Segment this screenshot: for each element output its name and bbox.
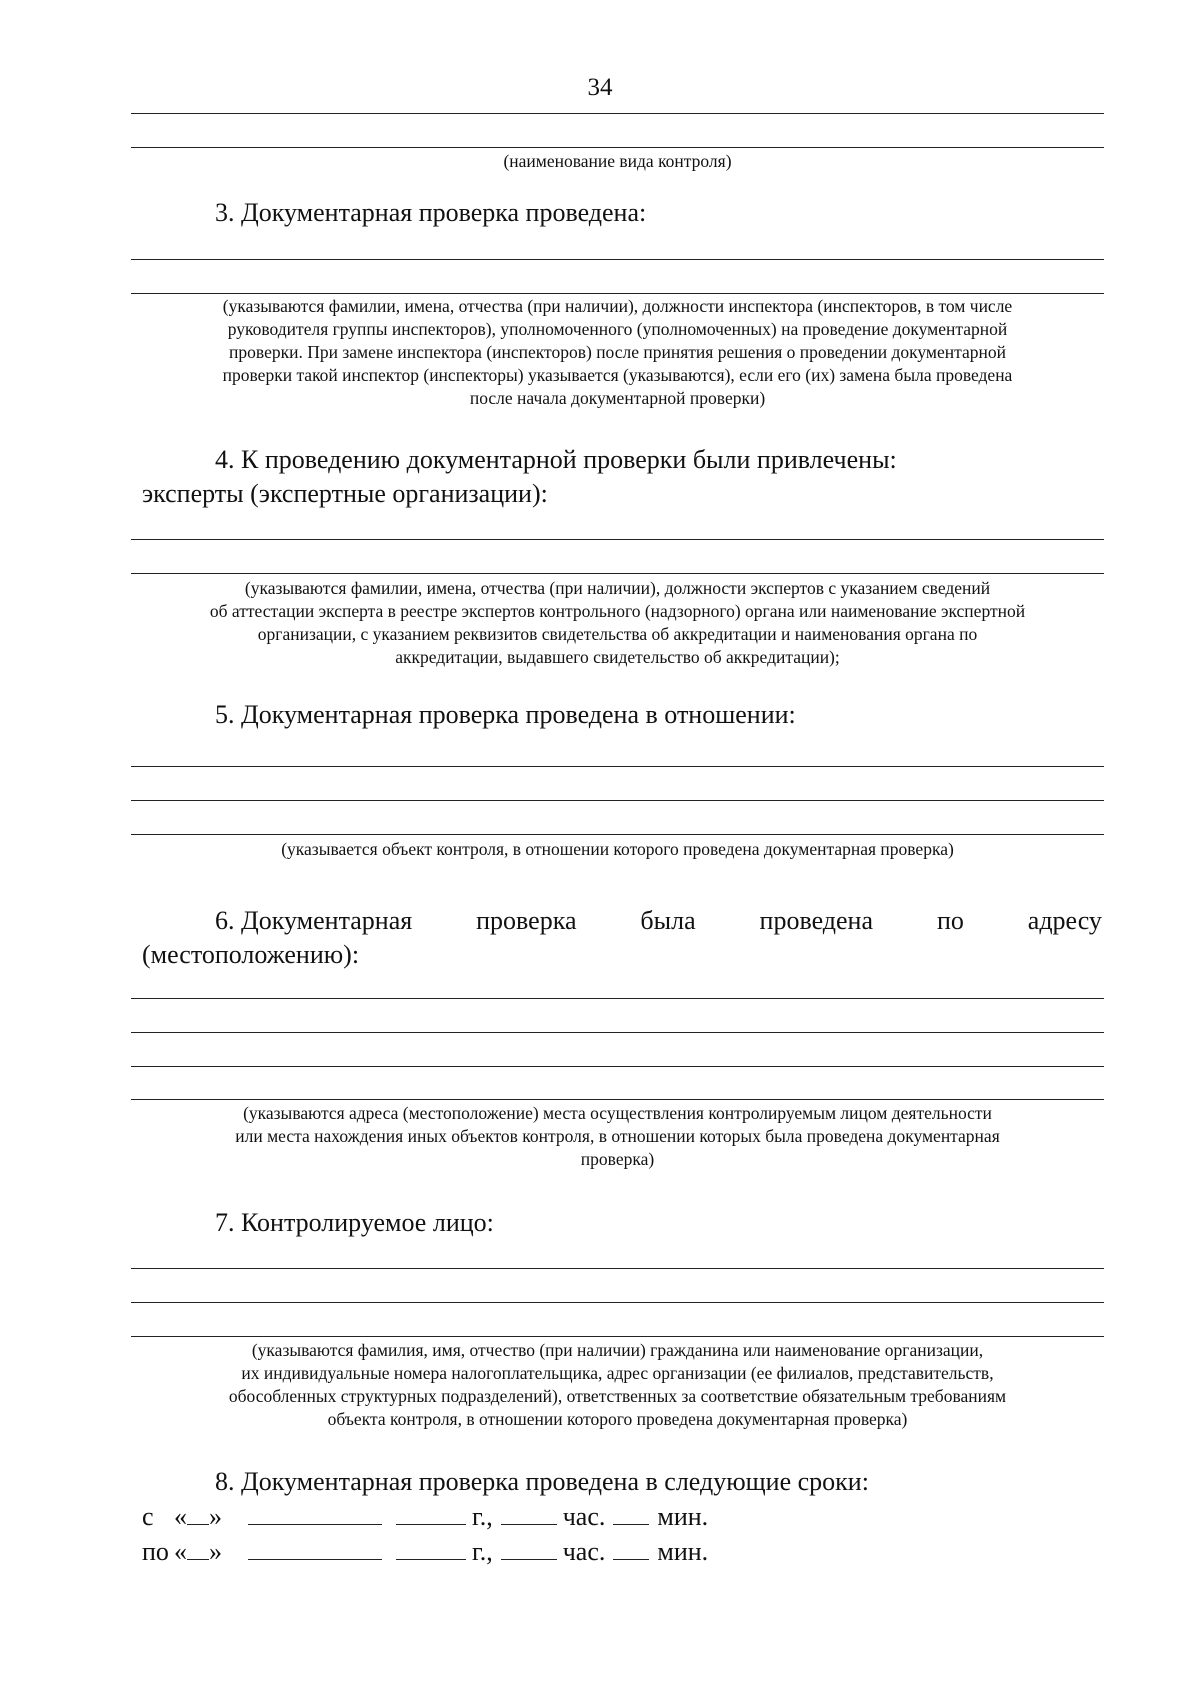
month-field[interactable] [248,1502,382,1525]
quote-open: « [174,1537,187,1566]
fill-line [131,766,1104,767]
caption-line: аккредитации, выдавшего свидетельство об аккредитации); [395,647,840,667]
caption-line: (указываются адреса (местоположение) места осуществления контролируемым лицом деятельности [243,1103,992,1123]
fill-line [131,573,1104,574]
section-5-caption: (указывается объект контроля, в отношении которого проведена документарная проверка) [281,839,954,859]
fill-line [131,147,1104,148]
hour-field[interactable] [501,1537,557,1560]
heading-word: была [640,906,696,935]
fill-line [131,113,1104,114]
quote-close: » [209,1537,222,1566]
hour-label: час. [562,1502,606,1531]
caption-line: объекта контроля, в отношении которого проведена документарная проверка) [327,1409,908,1429]
year-suffix: г., [472,1537,493,1566]
heading-word: 6. Документарная [215,906,413,935]
section-6-heading [142,904,1102,972]
section-5-heading: 5. Документарная проверка проведена в отношении: [215,700,796,729]
caption-line: (указываются фамилии, имена, отчества (при наличии), должности инспектора (инспекторов, в том числе [222,296,1013,316]
caption-line: их индивидуальные номера налогоплательщика, адрес организации (ее филиалов, представительств, [241,1363,994,1383]
hour-field[interactable] [501,1502,557,1525]
fill-line [131,1268,1104,1269]
section-7-caption [131,1339,1104,1431]
quote-close: » [209,1502,222,1531]
section-6-subheading: (местоположению): [142,940,360,969]
section-7-heading: 7. Контролируемое лицо: [215,1208,494,1237]
caption-line: или места нахождения иных объектов контроля, в отношении которых была проведена документарная [235,1126,1000,1146]
section-4-subheading: эксперты (экспертные организации): [142,479,548,508]
fill-line [131,834,1104,835]
section-6-caption [131,1102,1104,1171]
minute-label: мин. [657,1537,709,1566]
date-from-row [142,1499,708,1534]
day-field[interactable] [187,1502,209,1525]
caption-line: после начала документарной проверки) [469,388,766,408]
fill-line [131,998,1104,999]
section-3-caption [131,295,1104,410]
year-field[interactable] [396,1502,466,1525]
date-range [142,1499,708,1569]
fill-line [131,539,1104,540]
fill-line [131,293,1104,294]
year-suffix: г., [472,1502,493,1531]
page-number: 34 [587,74,613,101]
minute-field[interactable] [613,1502,649,1525]
quote-open: « [174,1502,187,1531]
fill-line [131,1066,1104,1067]
fill-line [131,800,1104,801]
date-to-row [142,1534,708,1569]
caption-line: (указываются фамилии, имена, отчества (при наличии), должности экспертов с указанием сведений [244,578,991,598]
fill-line [131,1336,1104,1337]
heading-word: по [936,906,964,935]
caption-line: обособленных структурных подразделений), ответственных за соответствие обязательным требованиям [228,1386,1007,1406]
caption-control-type: (наименование вида контроля) [503,151,732,171]
caption-line: руководителя группы инспекторов), уполномоченного (уполномоченных) на проведение документарной [227,319,1008,339]
caption-line: об аттестации эксперта в реестре экспертов контрольного (надзорного) органа или наименование экспертной [209,601,1026,621]
section-8-heading: 8. Документарная проверка проведена в следующие сроки: [215,1467,869,1496]
year-field[interactable] [396,1537,466,1560]
fill-line [131,1032,1104,1033]
caption-line: (указываются фамилия, имя, отчество (при наличии) гражданина или наименование организации, [251,1340,984,1360]
heading-word: адресу [1027,906,1102,935]
section-4-caption [131,577,1104,669]
heading-word: проверка [476,906,577,935]
month-field[interactable] [248,1537,382,1560]
day-field[interactable] [187,1537,209,1560]
hour-label: час. [562,1537,606,1566]
caption-line: организации, с указанием реквизитов свидетельства об аккредитации и наименования органа по [257,624,978,644]
caption-line: проверки такой инспектор (инспекторы) указывается (указываются), если его (их) замена была проведена [222,365,1013,385]
section-4-heading: 4. К проведению документарной проверки были привлечены: [215,445,897,474]
heading-word: проведена [759,906,874,935]
caption-line: проверки. При замене инспектора (инспекторов) после принятия решения о проведении документарной [229,342,1006,362]
to-prefix: по [142,1537,169,1566]
from-prefix: с [142,1502,154,1531]
caption-line: проверка) [580,1149,655,1169]
fill-line [131,1099,1104,1100]
minute-label: мин. [657,1502,709,1531]
fill-line [131,259,1104,260]
minute-field[interactable] [613,1537,649,1560]
fill-line [131,1302,1104,1303]
section-3-heading: 3. Документарная проверка проведена: [215,198,647,227]
